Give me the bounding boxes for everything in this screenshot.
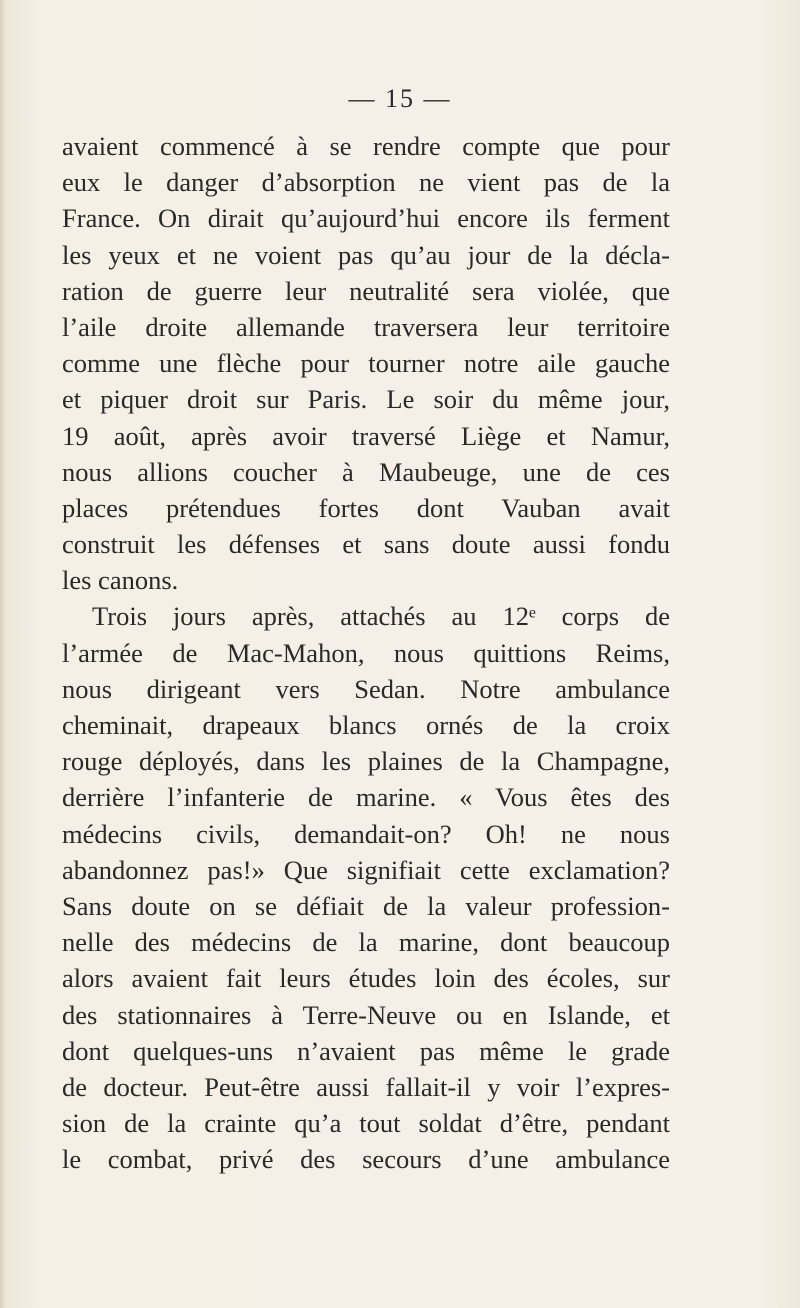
text-line: de docteur. Peut-être aussi fallait-il y voir l’expres- (62, 1071, 670, 1102)
text-line: 19 août, après avoir traversé Liège et Namur, (62, 420, 670, 451)
text-line: abandonnez pas!» Que signifiait cette exclamation? (62, 854, 670, 885)
text-line: l’armée de Mac-Mahon, nous quittions Reims, (62, 637, 670, 668)
text-line: l’aile droite allemande traversera leur territoire (62, 311, 670, 342)
page-number: — 15 — (348, 84, 452, 113)
text-line: places prétendues fortes dont Vauban avait (62, 492, 670, 523)
text-line: les yeux et ne voient pas qu’au jour de la décla- (62, 239, 670, 270)
text-line: eux le danger d’absorption ne vient pas de la (62, 167, 670, 198)
page-edge-shadow (0, 0, 6, 1308)
text-line: nelle des médecins de la marine, dont beaucoup (62, 927, 670, 958)
text-line: nous allions coucher à Maubeuge, une de ces (62, 456, 670, 487)
text-line: avaient commencé à se rendre compte que pour (62, 131, 670, 161)
text-line: France. On dirait qu’aujourd’hui encore ils ferment (62, 203, 670, 234)
text-line: et piquer droit sur Paris. Le soir du même jour, (62, 384, 670, 415)
text-line: rouge déployés, dans les plaines de la Champagne, (62, 746, 670, 777)
text-line: derrière l’infanterie de marine. « Vous êtes des (62, 782, 670, 813)
text-line: comme une flèche pour tourner notre aile gauche (62, 348, 670, 379)
text-line: alors avaient fait leurs études loin des écoles, sur (62, 963, 670, 994)
text-line: Sans doute on se défiait de la valeur profession- (62, 890, 670, 921)
text-line: ration de guerre leur neutralité sera violée, que (62, 275, 670, 306)
text-line: médecins civils, demandait-on? Oh! ne nous (62, 818, 670, 849)
text-line: sion de la crainte qu’a tout soldat d’être, pendant (62, 1108, 670, 1139)
text-line: cheminait, drapeaux blancs ornés de la croix (62, 710, 670, 740)
text-line: le combat, privé des secours d’une ambulance (62, 1144, 670, 1175)
text-line: Trois jours après, attachés au 12ᵉ corps de (92, 601, 670, 632)
text-line: construit les défenses et sans doute aussi fondu (62, 529, 670, 560)
text-line: nous dirigeant vers Sedan. Notre ambulance (62, 673, 670, 704)
text-line: dont quelques-uns n’avaient pas même le grade (62, 1035, 670, 1066)
text-line: les canons. (62, 565, 179, 596)
text-line: des stationnaires à Terre-Neuve ou en Islande, et (62, 999, 670, 1030)
body-text (62, 128, 670, 1177)
